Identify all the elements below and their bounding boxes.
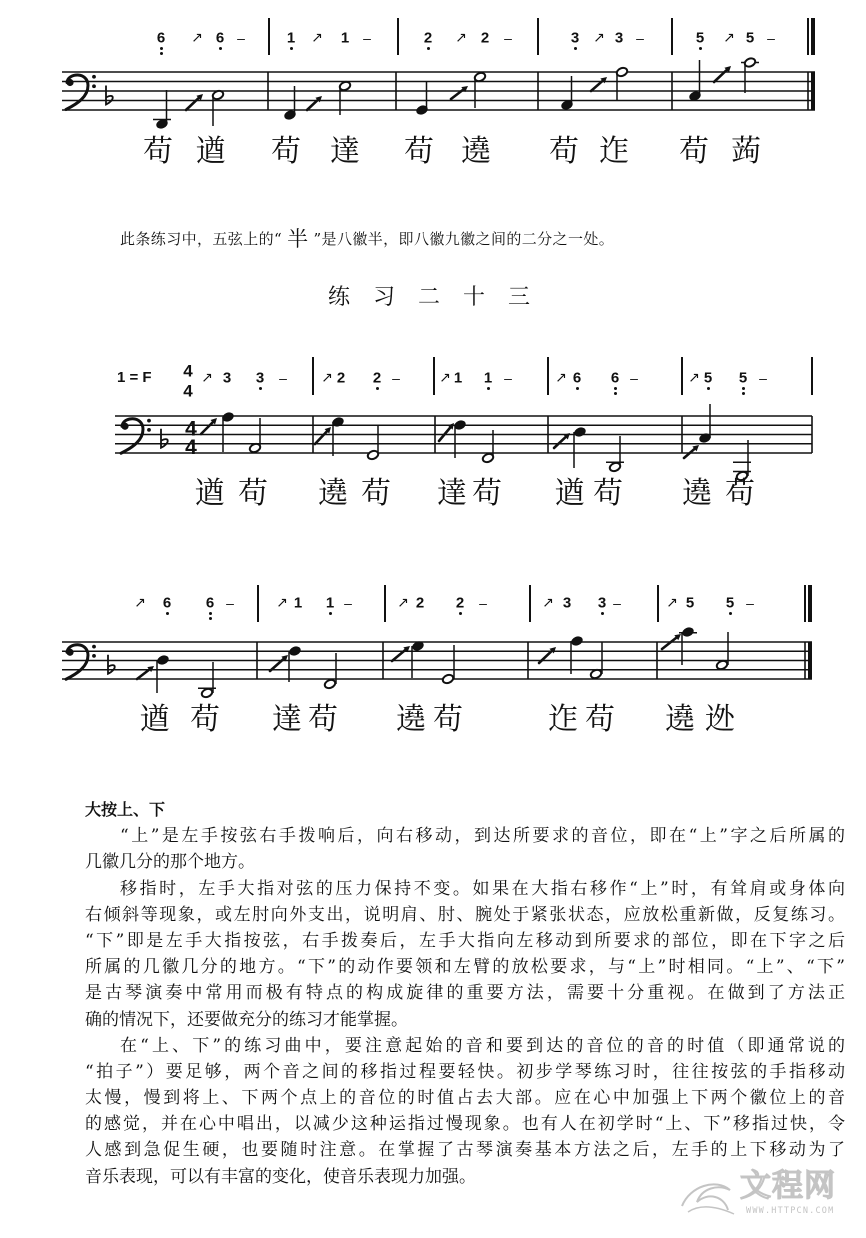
octave-dot-below: [376, 387, 379, 390]
octave-dot-below: [729, 612, 732, 615]
jianpu-note: 1: [293, 594, 303, 612]
octave-dot-below: [209, 617, 212, 620]
jianpu-note: 5: [685, 594, 695, 612]
slide-up-arrow-icon: ↗: [201, 370, 213, 386]
exercise-title: 练习二十三: [328, 285, 554, 310]
tablature-character: 蒟: [731, 134, 761, 169]
jianpu-note: 1: [286, 29, 296, 47]
time-signature-bottom: 4: [185, 436, 197, 459]
tablature-character: 遒: [196, 134, 226, 169]
tablature-character: 苟: [725, 476, 755, 511]
jianpu-note: 3: [562, 594, 572, 612]
jianpu-barline: [268, 18, 270, 55]
octave-dot-below: [614, 387, 617, 390]
half-hui-symbol: 半: [287, 227, 309, 251]
body-line: 人感到急促生硬，也要随时注意。在掌握了古琴演奏基本方法之后，左手的上下移动为了: [85, 1140, 845, 1161]
body-line: 确的情况下，还要做充分的练习才能掌握。: [85, 1009, 408, 1030]
jianpu-note: 3: [597, 594, 607, 612]
tablature-character: 遶: [682, 476, 712, 511]
tablature-character: 遶: [665, 702, 695, 737]
jianpu-note: 1: [325, 594, 335, 612]
jianpu-note: 2: [455, 594, 465, 612]
slide-up-arrow-icon: ↗: [723, 30, 735, 46]
octave-dot-below: [699, 47, 702, 50]
body-line: 音乐表现，可以有丰富的变化，使音乐表现力加强。: [85, 1166, 476, 1187]
section-heading: 大按上、下: [85, 800, 166, 819]
tablature-character: 苟: [238, 476, 268, 511]
slide-up-arrow-icon: ↗: [397, 595, 409, 611]
jianpu-note: 1: [453, 369, 463, 387]
sustain-dash: –: [746, 595, 754, 611]
octave-dot-below: [707, 387, 710, 390]
sustain-dash: –: [630, 370, 638, 386]
note-text-after: ”是八徽半，即八徽九徽之间的二分之一处。: [313, 230, 615, 248]
jianpu-barline: [681, 357, 683, 395]
watermark: [678, 1168, 853, 1220]
time-signature-top: 4: [185, 417, 197, 441]
sustain-dash: –: [504, 30, 512, 46]
jianpu-note: 2: [372, 369, 382, 387]
tablature-character: 迯: [705, 702, 735, 737]
jianpu-note: 2: [336, 369, 346, 387]
body-line: 太慢，慢到将上、下两个点上的音位的时值占去大部。应在心中加强上下两个徽位上的音: [85, 1088, 845, 1109]
body-line: “上”是左手按弦右手拨响后，向右移动，到达所要求的音位，即在“上”字之后所属的: [120, 826, 845, 847]
jianpu-barline: [433, 357, 435, 395]
sustain-dash: –: [613, 595, 621, 611]
body-line: 移指时，左手大指对弦的压力保持不变。如果在大指右移作“上”时，有耸肩或身体向: [120, 878, 845, 899]
jianpu-note: 5: [695, 29, 705, 47]
body-line: 是古琴演奏中常用而极有特点的构成旋律的重要方法，需要十分重视。在做到了方法正: [85, 983, 845, 1004]
tablature-character: 苟: [404, 134, 434, 169]
octave-dot-below: [742, 392, 745, 395]
jianpu-note: 5: [738, 369, 748, 387]
octave-dot-below: [329, 612, 332, 615]
octave-dot-below: [614, 392, 617, 395]
jianpu-note: 2: [415, 594, 425, 612]
key-signature-label: 1 = F: [117, 369, 152, 386]
jianpu-final-barline-thin: [807, 18, 809, 55]
tablature-character: 迮: [548, 702, 578, 737]
tablature-character: 達: [330, 134, 360, 169]
octave-dot-below: [601, 612, 604, 615]
tablature-character: 苟: [190, 702, 220, 737]
sustain-dash: –: [636, 30, 644, 46]
jianpu-barline: [384, 585, 386, 622]
jianpu-note: 6: [162, 594, 172, 612]
octave-dot-below: [209, 612, 212, 615]
tablature-character: 遶: [396, 702, 426, 737]
tablature-character: 迮: [599, 134, 629, 169]
sustain-dash: –: [226, 595, 234, 611]
tablature-character: 苟: [143, 134, 173, 169]
jianpu-note: 3: [570, 29, 580, 47]
tablature-character: 苟: [361, 476, 391, 511]
slide-up-arrow-icon: ↗: [321, 370, 333, 386]
octave-dot-below: [574, 47, 577, 50]
tablature-character: 苟: [593, 476, 623, 511]
watermark-logo-text: 文程网: [740, 1168, 836, 1204]
jianpu-note: 2: [423, 29, 433, 47]
tablature-character: 苟: [679, 134, 709, 169]
sustain-dash: –: [767, 30, 775, 46]
watermark-swirl-logo-icon: [678, 1174, 740, 1216]
octave-dot-below: [742, 387, 745, 390]
jianpu-note: 6: [572, 369, 582, 387]
jianpu-barline: [312, 357, 314, 395]
octave-dot-below: [166, 612, 169, 615]
jianpu-note: 6: [205, 594, 215, 612]
octave-dot-below: [576, 387, 579, 390]
jianpu-final-barline-thick: [811, 18, 815, 55]
tablature-character: 遒: [140, 702, 170, 737]
body-line: 的感觉，并在心中唱出，以减少这种运指过慢现象。也有人在初学时“上、下”移指过快，令: [85, 1114, 845, 1135]
slide-up-arrow-icon: ↗: [191, 30, 203, 46]
tablature-character: 遶: [461, 134, 491, 169]
slide-up-arrow-icon: ↗: [666, 595, 678, 611]
jianpu-barline: [547, 357, 549, 395]
sustain-dash: –: [279, 370, 287, 386]
jianpu-barline: [811, 357, 813, 395]
tablature-character: 苟: [585, 702, 615, 737]
jianpu-note: 2: [480, 29, 490, 47]
jianpu-barline: [397, 18, 399, 55]
tablature-character: 達: [437, 476, 467, 511]
tablature-character: 遶: [318, 476, 348, 511]
jianpu-note: 3: [222, 369, 232, 387]
octave-dot-below: [160, 47, 163, 50]
note-text-before: 此条练习中，五弦上的“: [120, 230, 283, 248]
body-line: 在“上、下”的练习曲中，要注意起始的音和要到达的音位的音的时值（即通常说的: [120, 1035, 845, 1056]
sustain-dash: –: [759, 370, 767, 386]
tablature-character: 苟: [472, 476, 502, 511]
octave-dot-below: [459, 612, 462, 615]
exercise-note: [120, 229, 614, 249]
slide-up-arrow-icon: ↗: [542, 595, 554, 611]
watermark-url: WWW.HTTPCN.COM: [746, 1206, 835, 1216]
slide-up-arrow-icon: ↗: [455, 30, 467, 46]
sustain-dash: –: [504, 370, 512, 386]
slide-up-arrow-icon: ↗: [555, 370, 567, 386]
octave-dot-below: [259, 387, 262, 390]
body-line: “下”即是左手大指按弦，右手拨奏后，左手大指向左移动到所要求的部位，即在下字之后: [85, 930, 845, 951]
octave-dot-below: [427, 47, 430, 50]
jianpu-note: 6: [610, 369, 620, 387]
jianpu-note: 6: [156, 29, 166, 47]
tablature-character: 苟: [433, 702, 463, 737]
sustain-dash: –: [363, 30, 371, 46]
body-line: “拍子”）要足够，两个音之间的移指过程要轻快。初步学琴练习时，往往按弦的手指移动: [85, 1061, 845, 1082]
tablature-character: 達: [272, 702, 302, 737]
jianpu-note: 1: [340, 29, 350, 47]
slide-up-arrow-icon: ↗: [439, 370, 451, 386]
slide-up-arrow-icon: ↗: [688, 370, 700, 386]
tablature-character: 苟: [308, 702, 338, 737]
jianpu-final-barline-thin: [804, 585, 806, 622]
slide-up-arrow-icon: ↗: [593, 30, 605, 46]
sustain-dash: –: [237, 30, 245, 46]
jianpu-final-barline-thick: [808, 585, 812, 622]
octave-dot-below: [290, 47, 293, 50]
jianpu-note: 5: [725, 594, 735, 612]
jianpu-barline: [657, 585, 659, 622]
technique-section: [85, 797, 845, 1190]
slide-up-arrow-icon: ↗: [311, 30, 323, 46]
jianpu-barline: [671, 18, 673, 55]
jianpu-note: 5: [703, 369, 713, 387]
sustain-dash: –: [344, 595, 352, 611]
tablature-character: 苟: [549, 134, 579, 169]
tablature-character: 苟: [271, 134, 301, 169]
octave-dot-below: [160, 52, 163, 55]
jianpu-time-signature-top: 4: [183, 361, 193, 381]
jianpu-note: 5: [745, 29, 755, 47]
sustain-dash: –: [392, 370, 400, 386]
body-line: 右倾斜等现象，或左肘向外支出，说明肩、肘、腕处于紧张状态，应放松重新做，反复练习。: [85, 904, 845, 925]
jianpu-note: 3: [614, 29, 624, 47]
jianpu-time-signature-bottom: 4: [183, 381, 193, 401]
tablature-character: 遒: [555, 476, 585, 511]
slide-up-arrow-icon: ↗: [276, 595, 288, 611]
jianpu-barline: [529, 585, 531, 622]
slide-up-arrow-icon: ↗: [134, 595, 146, 611]
jianpu-note: 6: [215, 29, 225, 47]
sustain-dash: –: [479, 595, 487, 611]
jianpu-note: 3: [255, 369, 265, 387]
octave-dot-below: [219, 47, 222, 50]
jianpu-barline: [537, 18, 539, 55]
body-line: 所属的几徽几分的地方。“下”的动作要领和左臂的放松要求，与“上”时相同。“上”、“下”: [85, 957, 845, 978]
jianpu-note: 1: [483, 369, 493, 387]
body-line: 几徽几分的那个地方。: [85, 852, 255, 873]
octave-dot-below: [487, 387, 490, 390]
jianpu-barline: [257, 585, 259, 622]
tablature-character: 遒: [195, 476, 225, 511]
